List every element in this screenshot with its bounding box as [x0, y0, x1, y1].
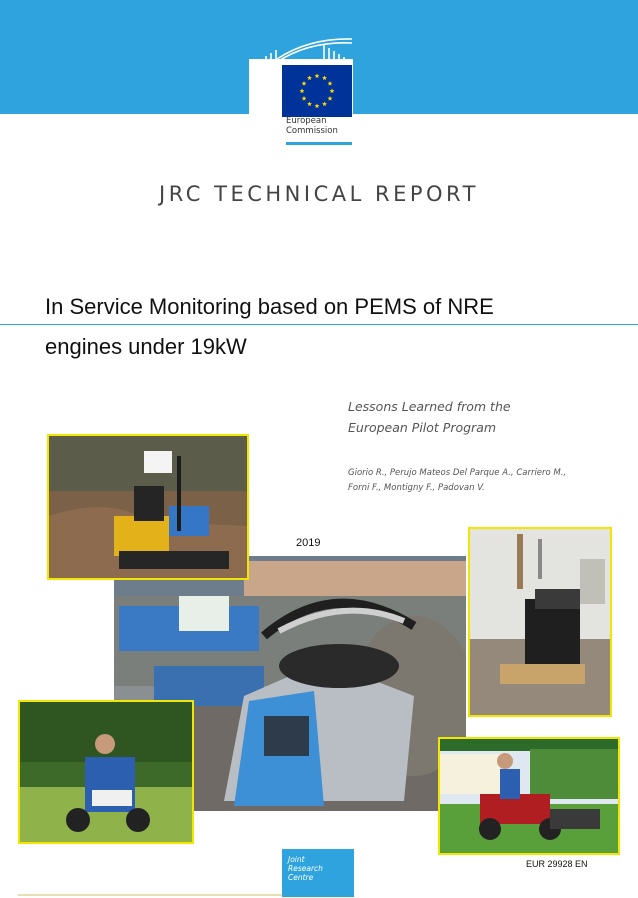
subtitle-line1: Lessons Learned from the: [348, 399, 511, 414]
eu-star-icon: [307, 101, 312, 106]
subtitle-line2: European Pilot Program: [348, 420, 497, 435]
photo-engine-test-bench: [468, 527, 612, 717]
eu-star-icon: [315, 103, 320, 108]
eu-star-icon: [307, 75, 312, 80]
photo-ride-on-mower: [18, 700, 194, 844]
report-subtitle: [348, 396, 511, 438]
jrc-line-joint: Joint: [288, 855, 305, 864]
eu-star-icon: [300, 88, 305, 93]
eu-star-icon: [302, 96, 307, 101]
logo-text: [286, 116, 338, 136]
eu-star-icon: [328, 96, 333, 101]
authors-line2: Forni F., Montigny F., Padovan V.: [348, 483, 485, 493]
jrc-logo-text: [288, 855, 323, 882]
photo-tracked-dumper: [47, 434, 249, 580]
jrc-logo: [282, 849, 354, 897]
jrc-line-centre: Centre: [288, 873, 314, 882]
eu-star-icon: [322, 101, 327, 106]
eu-flag-icon: [282, 65, 352, 117]
eu-star-icon: [330, 88, 335, 93]
title-rule: [0, 324, 638, 325]
authors-line1: Giorio R., Perujo Mateos Del Parque A., Carriero M.,: [348, 468, 567, 478]
eu-star-icon: [302, 81, 307, 86]
logo-underline: [286, 142, 352, 145]
logo-line-european: European: [286, 116, 327, 126]
eu-star-icon: [315, 73, 320, 78]
eu-star-icon: [322, 75, 327, 80]
report-title-line1: In Service Monitoring based on PEMS of NRE: [45, 294, 494, 319]
publication-year: 2019: [296, 537, 321, 549]
logo-line-commission: Commission: [286, 126, 338, 136]
photo-lawn-tractor: [438, 737, 620, 855]
report-type: JRC TECHNICAL REPORT: [159, 182, 479, 206]
authors: [348, 466, 566, 496]
jrc-line-research: Research: [288, 864, 323, 873]
report-title-line2: engines under 19kW: [45, 334, 247, 359]
eu-star-icon: [328, 81, 333, 86]
european-commission-logo: [249, 35, 353, 147]
report-number: EUR 29928 EN: [526, 859, 588, 869]
footer-line: [18, 894, 282, 896]
